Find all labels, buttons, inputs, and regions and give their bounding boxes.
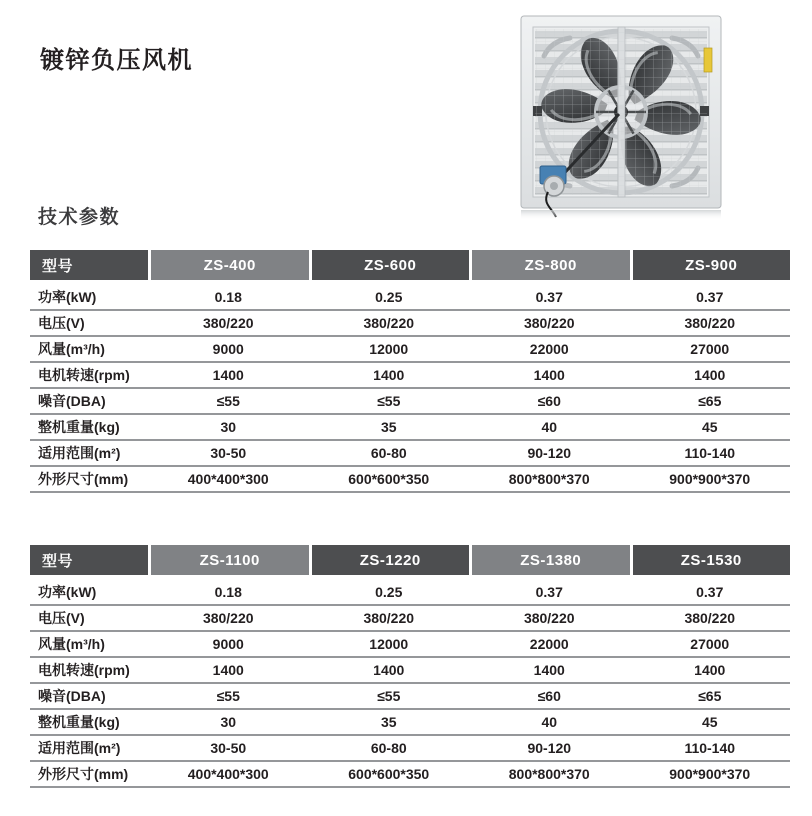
spec-value: ≤55 — [377, 393, 401, 409]
spec-value: 380/220 — [523, 610, 575, 626]
spec-value: ≤65 — [698, 688, 722, 704]
spec-row-label: 风量(m³/h) — [38, 341, 105, 357]
spec-row — [30, 311, 790, 337]
spec-value: 0.37 — [535, 584, 563, 600]
spec-row-label: 风量(m³/h) — [38, 636, 105, 652]
spec-row — [30, 337, 790, 363]
spec-value: 110-140 — [684, 740, 736, 756]
spec-value: 380/220 — [363, 315, 415, 331]
spec-value: 380/220 — [523, 315, 575, 331]
spec-table-1 — [30, 250, 790, 493]
spec-value: 0.37 — [535, 289, 563, 305]
spec-row-label: 适用范围(m²) — [38, 445, 121, 461]
table-body — [30, 285, 790, 493]
spec-row — [30, 363, 790, 389]
model-column-header: 型号 — [30, 250, 148, 280]
spec-row-label: 外形尺寸(mm) — [38, 766, 129, 782]
spec-value: 35 — [380, 714, 397, 730]
model-column-header: 型号 — [30, 545, 148, 575]
spec-value: 60-80 — [370, 445, 407, 461]
table-header-row — [30, 250, 790, 280]
spec-value: ≤55 — [216, 688, 240, 704]
spec-row-label: 整机重量(kg) — [38, 419, 120, 435]
spec-row — [30, 415, 790, 441]
model-header: ZS-600 — [312, 250, 470, 280]
spec-value: 45 — [701, 714, 718, 730]
spec-value: 12000 — [369, 341, 409, 357]
spec-value: 1400 — [533, 662, 565, 678]
spec-value: 27000 — [690, 341, 730, 357]
fan-reflection — [521, 210, 721, 220]
spec-value: 45 — [701, 419, 718, 435]
model-header: ZS-900 — [633, 250, 791, 280]
spec-value: 1400 — [373, 662, 405, 678]
spec-value: 900*900*370 — [669, 471, 751, 487]
spec-value: 380/220 — [202, 610, 254, 626]
spec-value: ≤60 — [537, 688, 561, 704]
spec-value: 30-50 — [210, 445, 247, 461]
spec-value: 9000 — [212, 636, 244, 652]
spec-row — [30, 684, 790, 710]
spec-row-label: 功率(kW) — [38, 289, 97, 305]
spec-value: 0.25 — [375, 584, 403, 600]
page-title: 镀锌负压风机 — [40, 47, 193, 74]
spec-value: 40 — [541, 419, 558, 435]
spec-value: ≤55 — [216, 393, 240, 409]
spec-value: 0.37 — [696, 289, 724, 305]
spec-row-label: 电压(V) — [38, 610, 85, 626]
spec-value: 1400 — [373, 367, 405, 383]
spec-value: 22000 — [529, 341, 569, 357]
spec-row-label: 外形尺寸(mm) — [38, 471, 129, 487]
spec-value: 800*800*370 — [508, 766, 590, 782]
spec-value: 900*900*370 — [669, 766, 751, 782]
spec-row — [30, 580, 790, 606]
spec-value: ≤65 — [698, 393, 722, 409]
spec-value: 400*400*300 — [187, 471, 269, 487]
table-body — [30, 580, 790, 788]
spec-value: 0.25 — [375, 289, 403, 305]
spec-row — [30, 285, 790, 311]
spec-row — [30, 658, 790, 684]
spec-value: 1400 — [533, 367, 565, 383]
spec-value: 60-80 — [370, 740, 407, 756]
spec-value: 0.37 — [696, 584, 724, 600]
spec-value: 600*600*350 — [348, 471, 430, 487]
spec-row — [30, 736, 790, 762]
model-header: ZS-1530 — [633, 545, 791, 575]
model-header: ZS-400 — [151, 250, 309, 280]
spec-value: 380/220 — [363, 610, 415, 626]
spec-row-label: 电压(V) — [38, 315, 85, 331]
spec-value: 110-140 — [684, 445, 736, 461]
spec-value: ≤55 — [377, 688, 401, 704]
spec-value: 800*800*370 — [508, 471, 590, 487]
spec-row — [30, 632, 790, 658]
spec-table-2 — [30, 545, 790, 788]
spec-value: 1400 — [694, 662, 726, 678]
spec-row-label: 整机重量(kg) — [38, 714, 120, 730]
spec-value: 0.18 — [214, 584, 242, 600]
spec-row — [30, 710, 790, 736]
table-header-row — [30, 545, 790, 575]
spec-row-label: 噪音(DBA) — [38, 688, 106, 704]
spec-row-label: 适用范围(m²) — [38, 740, 121, 756]
spec-value: 380/220 — [684, 610, 736, 626]
spec-value: 380/220 — [202, 315, 254, 331]
spec-value: 30 — [220, 714, 237, 730]
spec-row — [30, 389, 790, 415]
spec-value: 35 — [380, 419, 397, 435]
spec-row — [30, 762, 790, 788]
spec-row — [30, 467, 790, 493]
model-header: ZS-800 — [472, 250, 630, 280]
spec-value: 1400 — [694, 367, 726, 383]
spec-value: 90-120 — [527, 740, 572, 756]
spec-value: 90-120 — [527, 445, 572, 461]
spec-value: 40 — [541, 714, 558, 730]
spec-value: 400*400*300 — [187, 766, 269, 782]
spec-value: 9000 — [212, 341, 244, 357]
spec-value: 1400 — [212, 367, 244, 383]
spec-row-label: 电机转速(rpm) — [38, 367, 130, 383]
spec-value: 27000 — [690, 636, 730, 652]
spec-row-label: 电机转速(rpm) — [38, 662, 130, 678]
section-heading: 技术参数 — [38, 207, 121, 228]
spec-value: 600*600*350 — [348, 766, 430, 782]
spec-row-label: 噪音(DBA) — [38, 393, 106, 409]
spec-row — [30, 441, 790, 467]
exhaust-fan-illustration — [518, 14, 732, 220]
spec-value: 0.18 — [214, 289, 242, 305]
spec-value: 30-50 — [210, 740, 247, 756]
model-header: ZS-1100 — [151, 545, 309, 575]
product-photo — [518, 14, 732, 220]
spec-value: 12000 — [369, 636, 409, 652]
model-header: ZS-1380 — [472, 545, 630, 575]
spec-value: 30 — [220, 419, 237, 435]
spec-value: 1400 — [212, 662, 244, 678]
spec-value: 22000 — [529, 636, 569, 652]
spec-row-label: 功率(kW) — [38, 584, 97, 600]
spec-value: ≤60 — [537, 393, 561, 409]
spec-row — [30, 606, 790, 632]
spec-value: 380/220 — [684, 315, 736, 331]
fan-yellow-label — [704, 48, 712, 72]
model-header: ZS-1220 — [312, 545, 470, 575]
